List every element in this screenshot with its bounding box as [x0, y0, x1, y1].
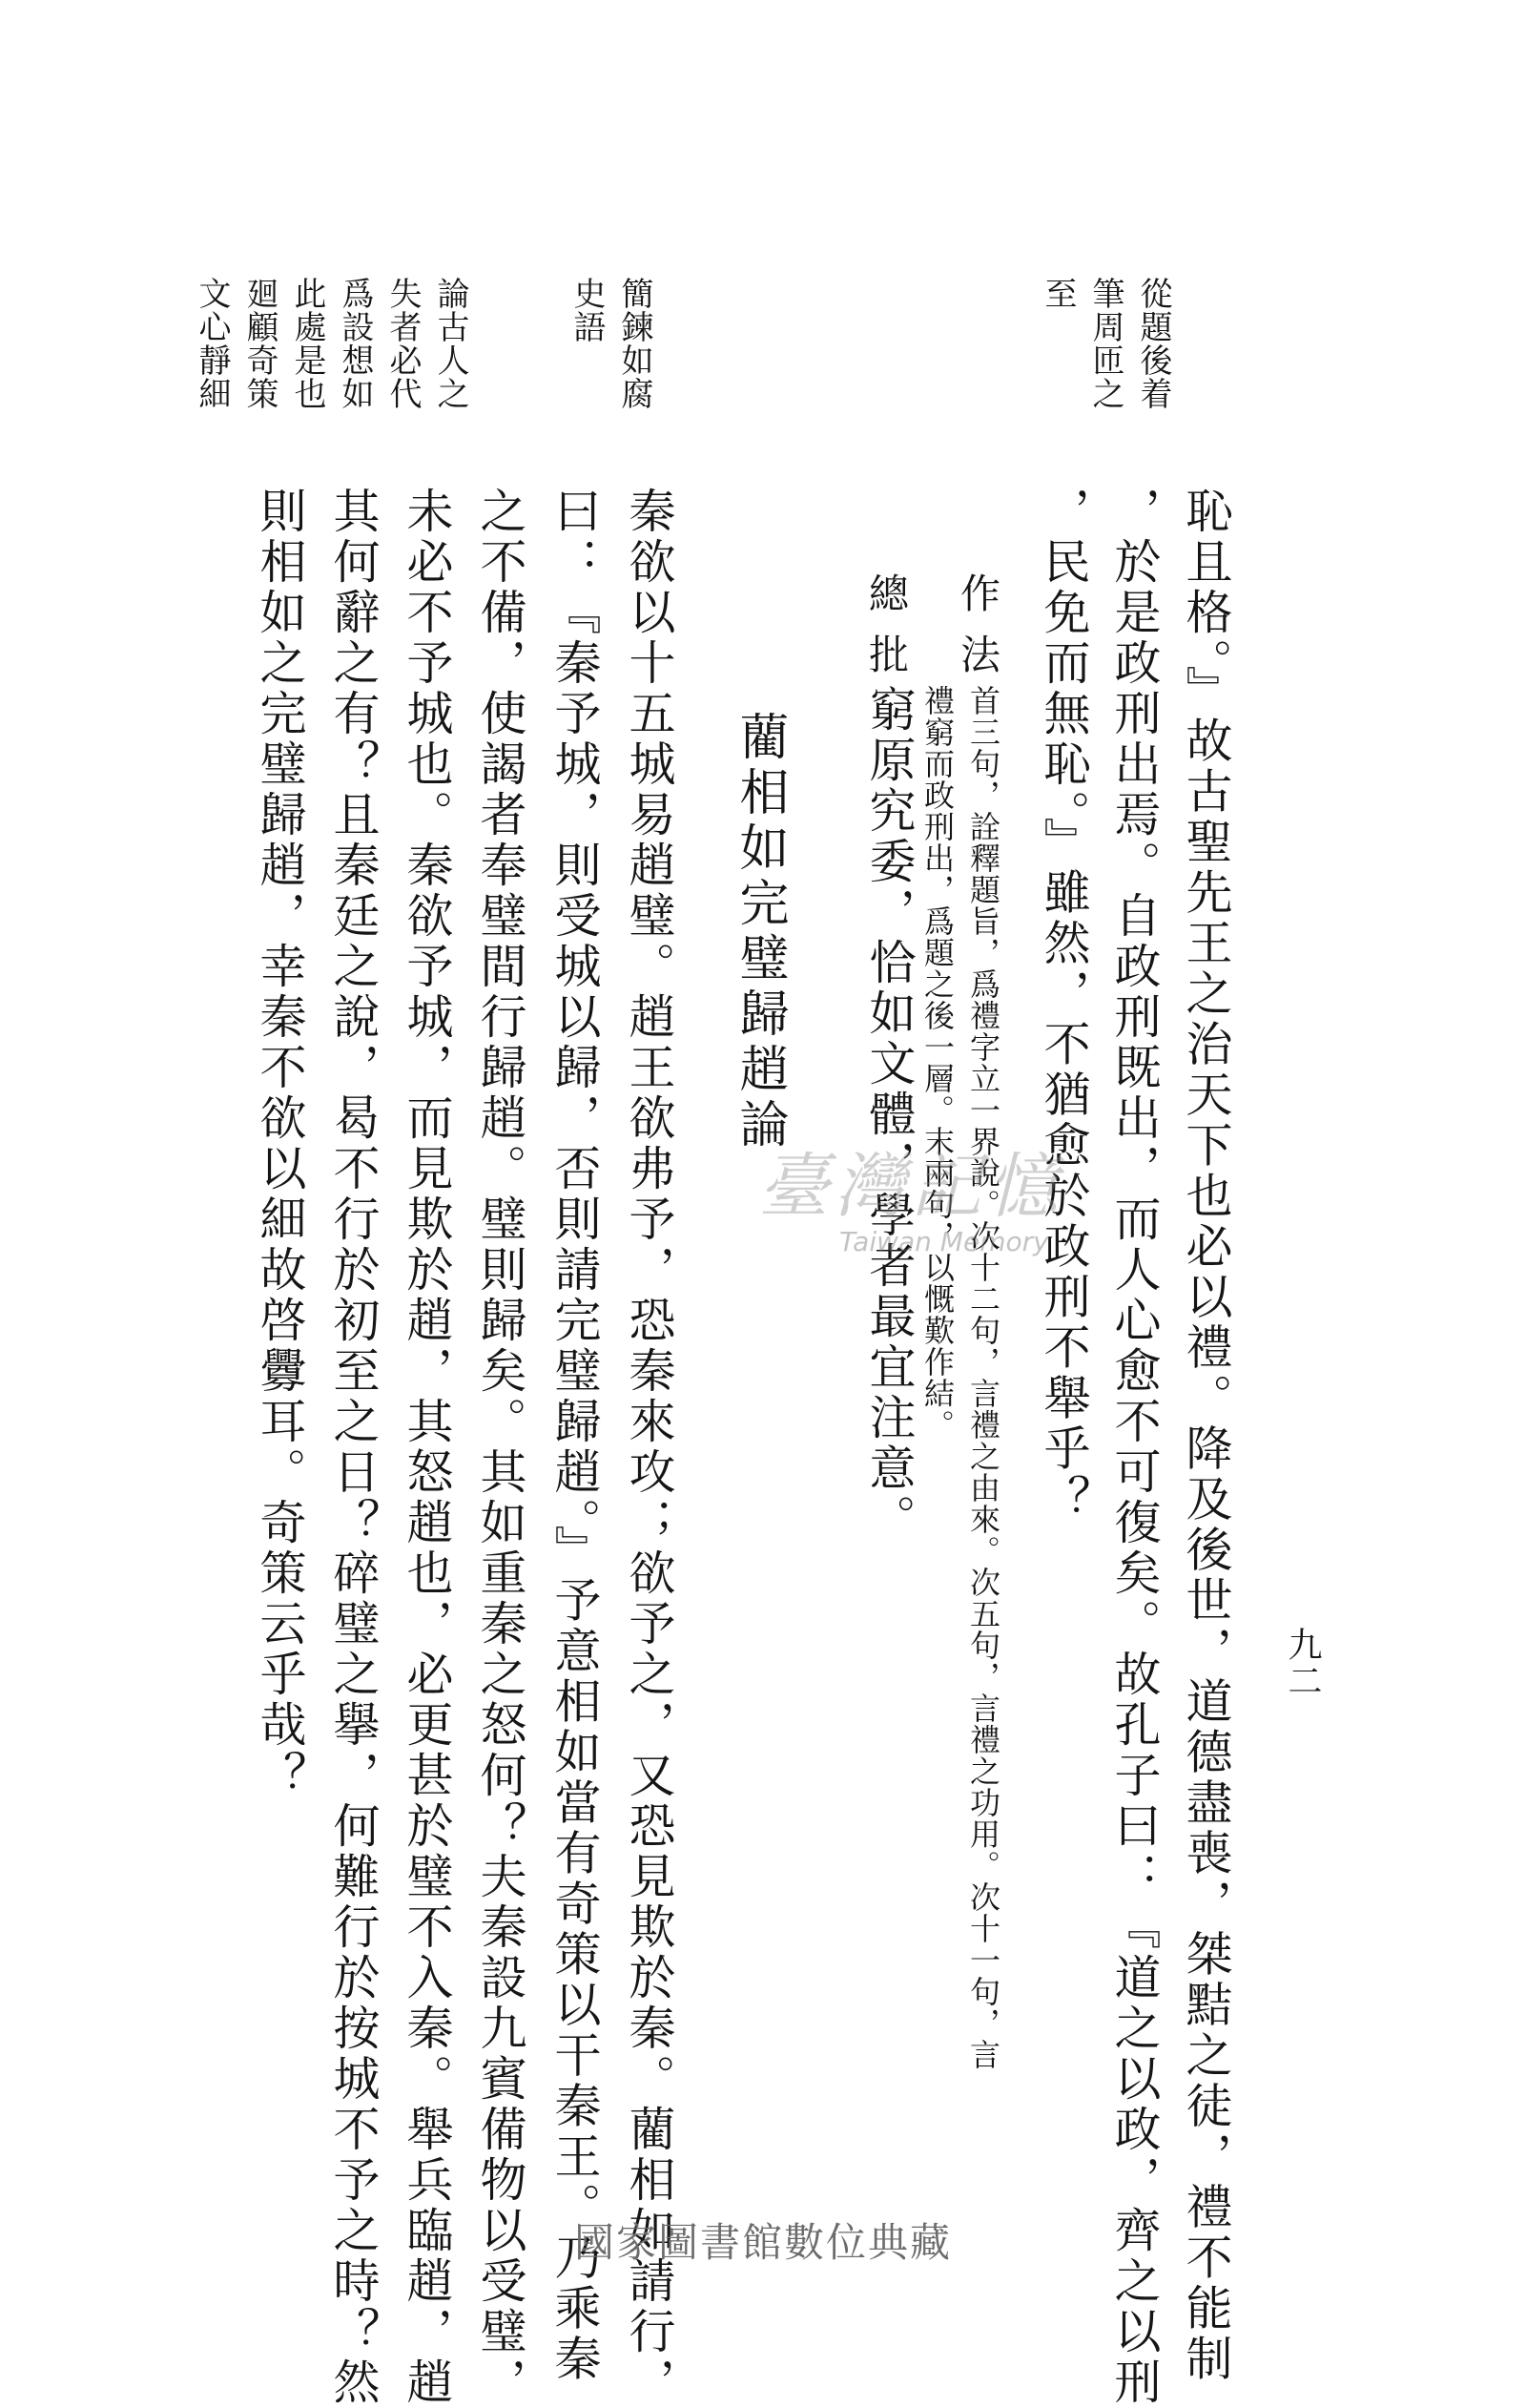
- method-text-col: 首三句，詮釋題旨，爲禮字立一界說。次十二句，言禮之由來。次五句，言禮之功用。次十一句，言: [965, 685, 1001, 2070]
- side-note-col: 文心靜細: [193, 277, 231, 410]
- watermark-chinese: 臺灣記憶: [758, 1146, 1063, 1228]
- body-text-col: 秦欲以十五城易趙璧。趙王欲弗予，恐秦來攻；欲予之，又恐見欺於秦。藺相如請行，: [622, 487, 676, 2408]
- body-text-col: 其何辭之有？且秦廷之說，曷不行於初至之日？碎璧之擧，何難行於按城不予之時？然: [326, 487, 381, 2408]
- side-note-col: 失者必代: [383, 277, 422, 410]
- body-text-col: ，民免而無恥。』雖然，不猶愈於政刑不舉乎？: [1037, 487, 1091, 1526]
- body-text-col: 之不備，使謁者奉璧間行歸趙。璧則歸矣。其如重秦之怒何？夫秦設九賓備物以受璧，: [473, 487, 527, 2408]
- body-text-col: 未必不予城也。秦欲予城，而見欺於趙，其怒趙也，必更甚於璧不入秦。舉兵臨趙，趙: [400, 487, 454, 2408]
- library-footer: 國家圖書館數位典藏: [573, 2219, 952, 2266]
- essay-title: 藺相如完璧歸趙論: [731, 711, 788, 1153]
- side-note-col: 筆周匝之: [1086, 277, 1124, 410]
- side-note-col: 史語: [567, 277, 606, 343]
- summary-text: 窮原究委，恰如文體，學者最宜注意。: [862, 685, 917, 1545]
- side-note-col: 此處是也: [288, 277, 326, 410]
- method-text-col: 禮窮而政刑出，爲題之後一層。末兩句，以慨歎作結。: [919, 685, 956, 1441]
- body-text-col: 曰：『秦予城，則受城以歸，否則請完璧歸趙。』予意相如當有奇策以干秦王。乃乘秦: [547, 487, 602, 2385]
- side-note-col: 簡鍊如腐: [615, 277, 653, 410]
- side-note-col: 爲設想如: [336, 277, 374, 410]
- side-note-col: 從題後着: [1134, 277, 1172, 410]
- method-label: 作法: [955, 572, 1001, 695]
- summary-label: 總批: [863, 572, 910, 695]
- watermark-english: Taiwan Memory: [839, 1226, 1049, 1257]
- side-note-col: 廻顧奇策: [240, 277, 278, 410]
- side-note-col: 至: [1039, 277, 1077, 310]
- side-note-col: 論古人之: [431, 277, 469, 410]
- body-text-col: 恥且格。』故古聖先王之治天下也必以禮。降及後世，道德盡喪，桀黠之徒，禮不能制: [1179, 487, 1233, 2385]
- body-text-col: 則相如之完璧歸趙，幸秦不欲以細故啓釁耳。奇策云乎哉？: [253, 487, 307, 1801]
- body-text-col: ，於是政刑出焉。自政刑既出，而人心愈不可復矣。故孔子曰：『道之以政，齊之以刑: [1107, 487, 1162, 2408]
- page-number: 九二: [1283, 1627, 1322, 1699]
